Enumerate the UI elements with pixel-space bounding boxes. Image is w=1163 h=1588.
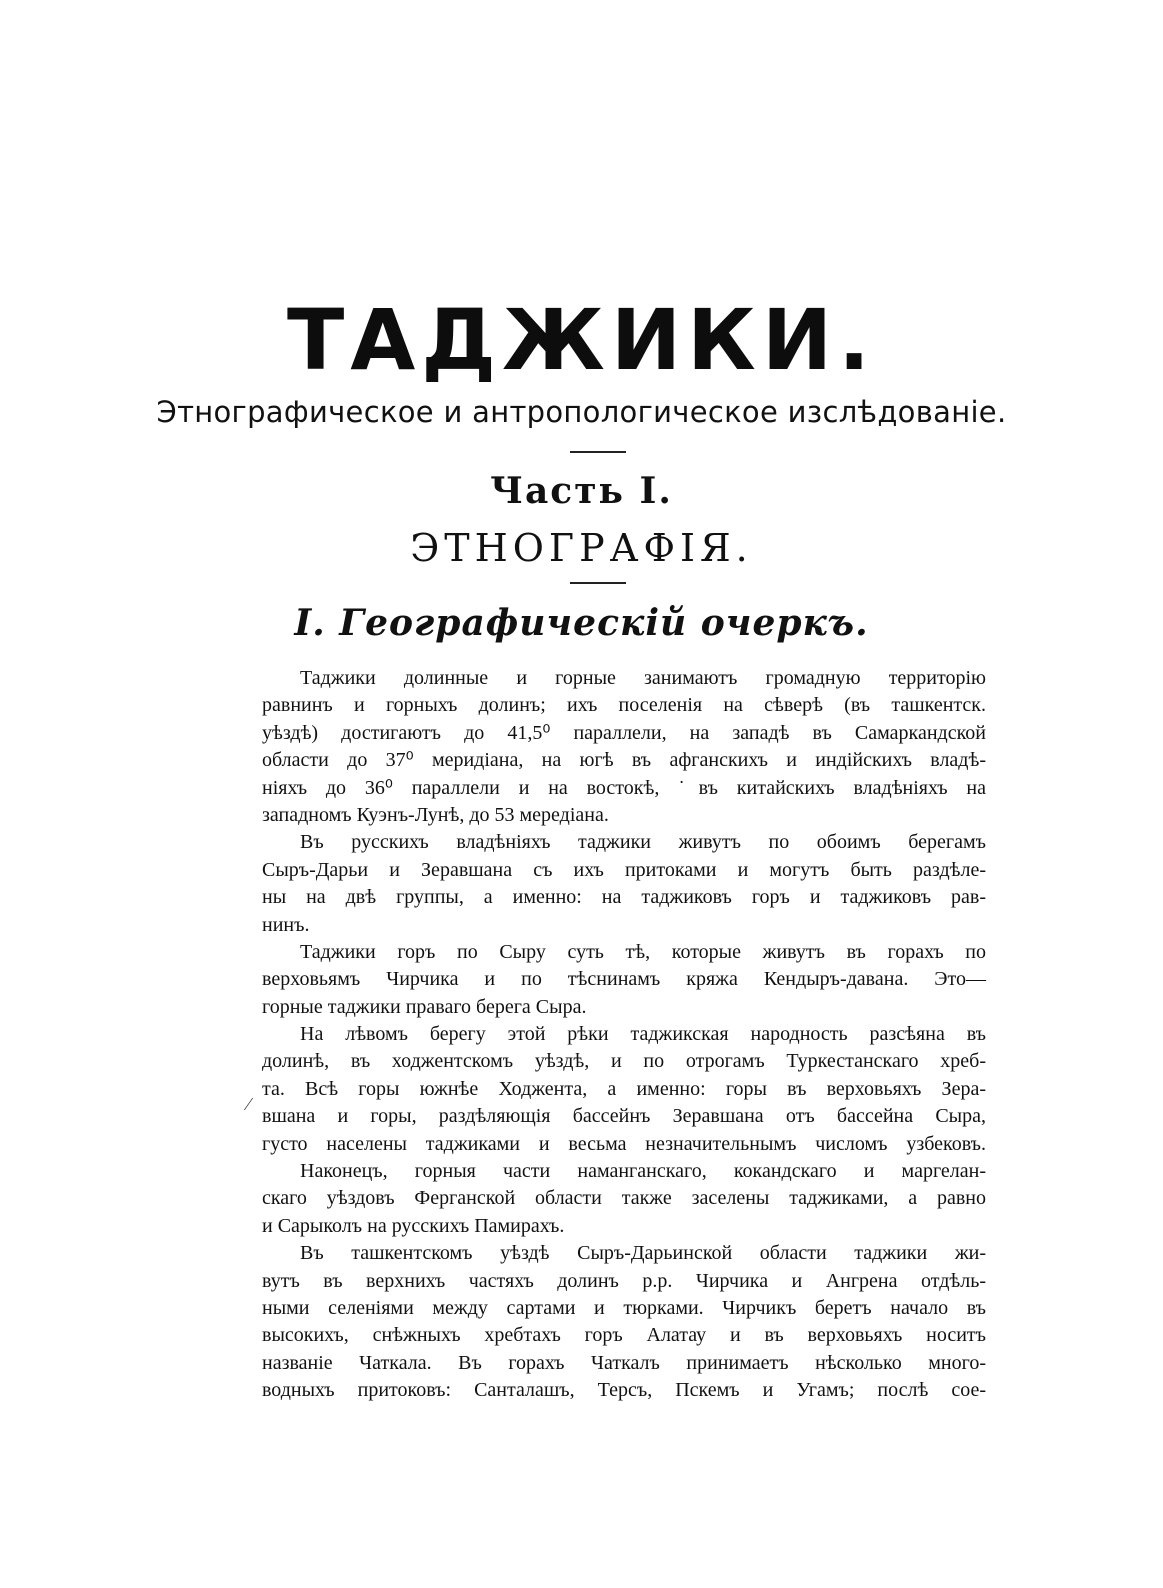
page-subtitle: Этнографическое и антропологическое изслѣдованіе. xyxy=(156,395,1007,429)
text-line: Въ ташкентскомъ уѣздѣ Сыръ-Дарьинской области таджики жи- xyxy=(300,1242,986,1265)
part-heading: Часть I. xyxy=(490,470,673,512)
text-line: густо населены таджиками и весьма незначительнымъ числомъ узбековъ. xyxy=(262,1132,986,1155)
paragraph xyxy=(262,1158,986,1240)
text-line: названіе Чаткала. Въ горахъ Чаткалъ принимаетъ нѣсколько много- xyxy=(262,1351,986,1374)
divider-rule xyxy=(570,451,626,453)
text-line: и Сарыколъ на русскихъ Памирахъ. xyxy=(262,1214,565,1237)
text-line: области до 37⁰ меридіана, на югѣ въ афганскихъ и индійскихъ владѣ- xyxy=(262,749,986,772)
text-line: та. Всѣ горы южнѣе Ходжента, а именно: горы въ верховьяхъ Зера- xyxy=(262,1077,986,1100)
divider-rule xyxy=(570,582,626,584)
text-line: уѣздѣ) достигаютъ до 41,5⁰ параллели, на западѣ въ Самаркандской xyxy=(262,721,986,744)
chapter-heading: I. Географическій очеркъ. xyxy=(294,602,869,644)
text-line: ніяхъ до 36⁰ параллели и на востокѣ, ˙въ китайскихъ владѣніяхъ на xyxy=(262,776,986,799)
text-line: ными селеніями между сартами и тюрками. Чирчикъ беретъ начало въ xyxy=(262,1296,986,1319)
text-line: водныхъ притоковъ: Санталашъ, Терсъ, Пскемъ и Угамъ; послѣ сое- xyxy=(262,1379,986,1402)
text-line: Сыръ-Дарьи и Зеравшана съ ихъ притоками и могутъ быть раздѣле- xyxy=(262,858,986,881)
text-line: вутъ въ верхнихъ частяхъ долинъ р.р. Чирчика и Ангрена отдѣль- xyxy=(262,1269,986,1292)
text-line: Наконецъ, горныя части наманганскаго, кокандскаго и маргелан- xyxy=(300,1160,986,1183)
paragraph xyxy=(262,939,986,1021)
text-line: высокихъ, снѣжныхъ хребтахъ горъ Алатау и въ верховьяхъ носитъ xyxy=(262,1324,986,1347)
paragraph xyxy=(262,665,986,829)
text-line: верховьямъ Чирчика и по тѣснинамъ кряжа Кендыръ-давана. Это— xyxy=(262,968,986,991)
page-title: ТАДЖИКИ. xyxy=(286,291,877,389)
body-text xyxy=(262,665,986,1405)
text-line: западномъ Куэнъ-Лунѣ, до 53 мередіана. xyxy=(262,803,609,826)
text-line: равнинъ и горныхъ долинъ; ихъ поселенія на сѣверѣ (въ ташкентск. xyxy=(262,694,986,717)
text-line: горные таджики праваго берега Сыра. xyxy=(262,995,587,1018)
paragraph xyxy=(262,829,986,939)
text-line: вшана и горы, раздѣляющія бассейнъ Зеравшана отъ бассейна Сыра, xyxy=(262,1105,986,1128)
text-line: Таджики долинные и горные занимаютъ громадную территорію xyxy=(300,667,986,689)
text-line: ны на двѣ группы, а именно: на таджиковъ горъ и таджиковъ рав- xyxy=(262,886,986,909)
section-heading: ЭТНОГРАФІЯ. xyxy=(410,526,753,570)
margin-mark: ⁄ xyxy=(247,1094,251,1114)
text-line: На лѣвомъ берегу этой рѣки таджикская народность разсѣяна въ xyxy=(300,1023,986,1046)
paragraph xyxy=(262,1021,986,1158)
text-line: скаго уѣздовъ Ферганской области также заселены таджиками, а равно xyxy=(262,1187,986,1210)
text-line: Таджики горъ по Сыру суть тѣ, которые живутъ въ горахъ по xyxy=(300,940,986,963)
text-line: долинѣ, въ ходжентскомъ уѣздѣ, и по отрогамъ Туркестанскаго хреб- xyxy=(262,1050,986,1073)
text-line: нинъ. xyxy=(262,913,310,936)
paragraph xyxy=(262,1240,986,1404)
text-line: Въ русскихъ владѣніяхъ таджики живутъ по обоимъ берегамъ xyxy=(300,831,986,854)
